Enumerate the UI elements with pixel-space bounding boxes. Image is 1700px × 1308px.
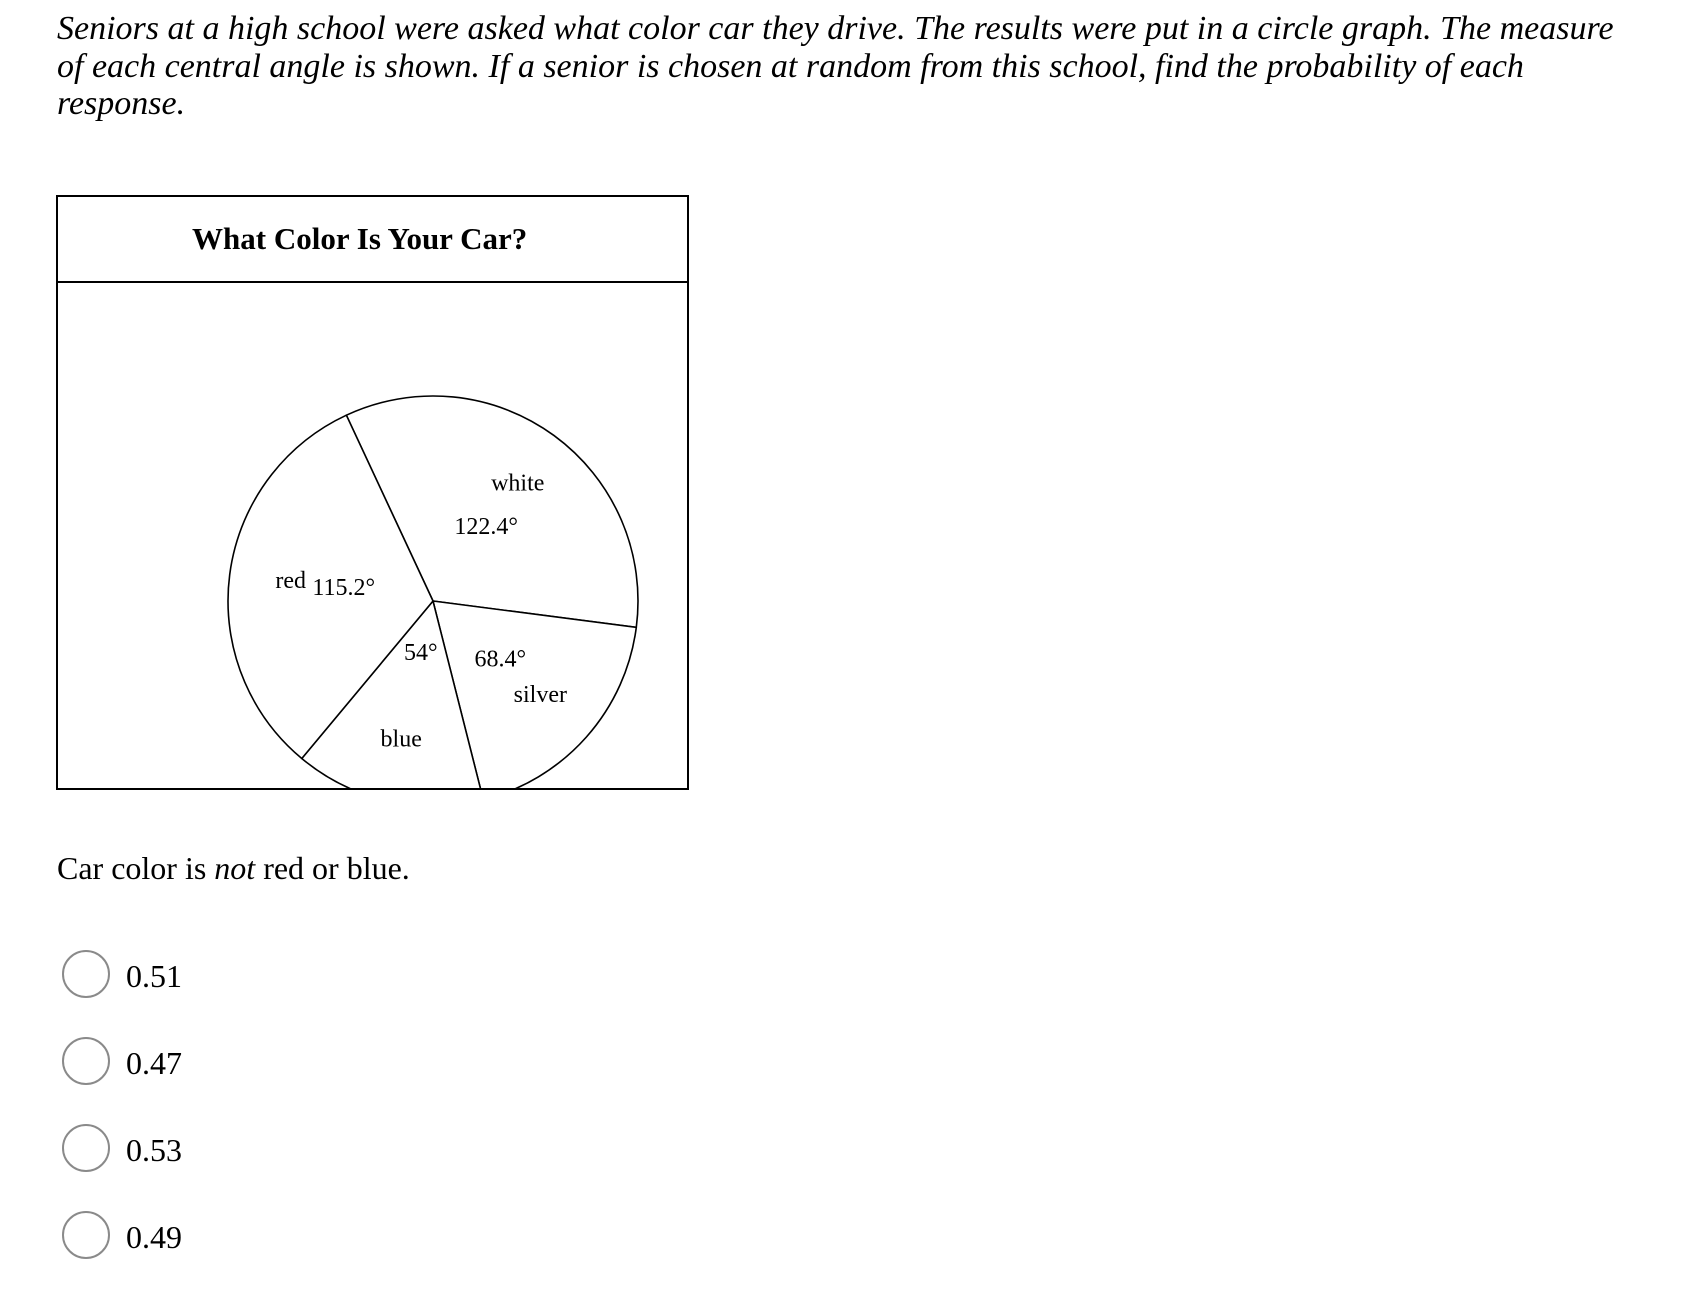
radio-button[interactable] [62, 1037, 110, 1085]
question-emphasis: not [214, 850, 256, 886]
circle-graph-figure [56, 195, 689, 790]
angle-label-blue: 54° [404, 640, 438, 667]
question-text-start: Car color is [57, 850, 215, 886]
angle-label-red: 115.2° [312, 574, 376, 601]
slice-label-silver: silver [513, 681, 567, 708]
radio-button[interactable] [62, 950, 110, 998]
problem-statement [57, 10, 1657, 123]
answer-option-label: 0.47 [126, 1045, 182, 1081]
slice-label-red: red [275, 568, 307, 595]
problem-statement-line-2: of each central angle is shown. If a senior is chosen at random from this school, find the probability of each [57, 47, 1524, 85]
radio-button[interactable] [62, 1211, 110, 1259]
question-text-end: red or blue. [255, 850, 410, 886]
answer-option-label: 0.53 [126, 1132, 182, 1168]
answer-option[interactable] [62, 950, 182, 1037]
slice-label-white: white [491, 470, 545, 497]
answer-option-label: 0.49 [126, 1219, 182, 1255]
pie-chart [58, 283, 687, 788]
radio-button[interactable] [62, 1124, 110, 1172]
angle-label-white: 122.4° [454, 513, 518, 540]
answer-option[interactable] [62, 1211, 182, 1298]
answer-option[interactable] [62, 1037, 182, 1124]
answer-choices [62, 950, 182, 1298]
slice-label-blue: blue [380, 726, 422, 753]
chart-title: What Color Is Your Car? [58, 197, 687, 283]
question-prompt [57, 850, 410, 887]
answer-option[interactable] [62, 1124, 182, 1211]
problem-statement-line-1: Seniors at a high school were asked what color car they drive. The results were put in a circle graph. The measure [57, 10, 1614, 47]
answer-option-label: 0.51 [126, 958, 182, 994]
problem-statement-line-3: response. [57, 85, 186, 122]
angle-label-silver: 68.4° [474, 646, 527, 673]
